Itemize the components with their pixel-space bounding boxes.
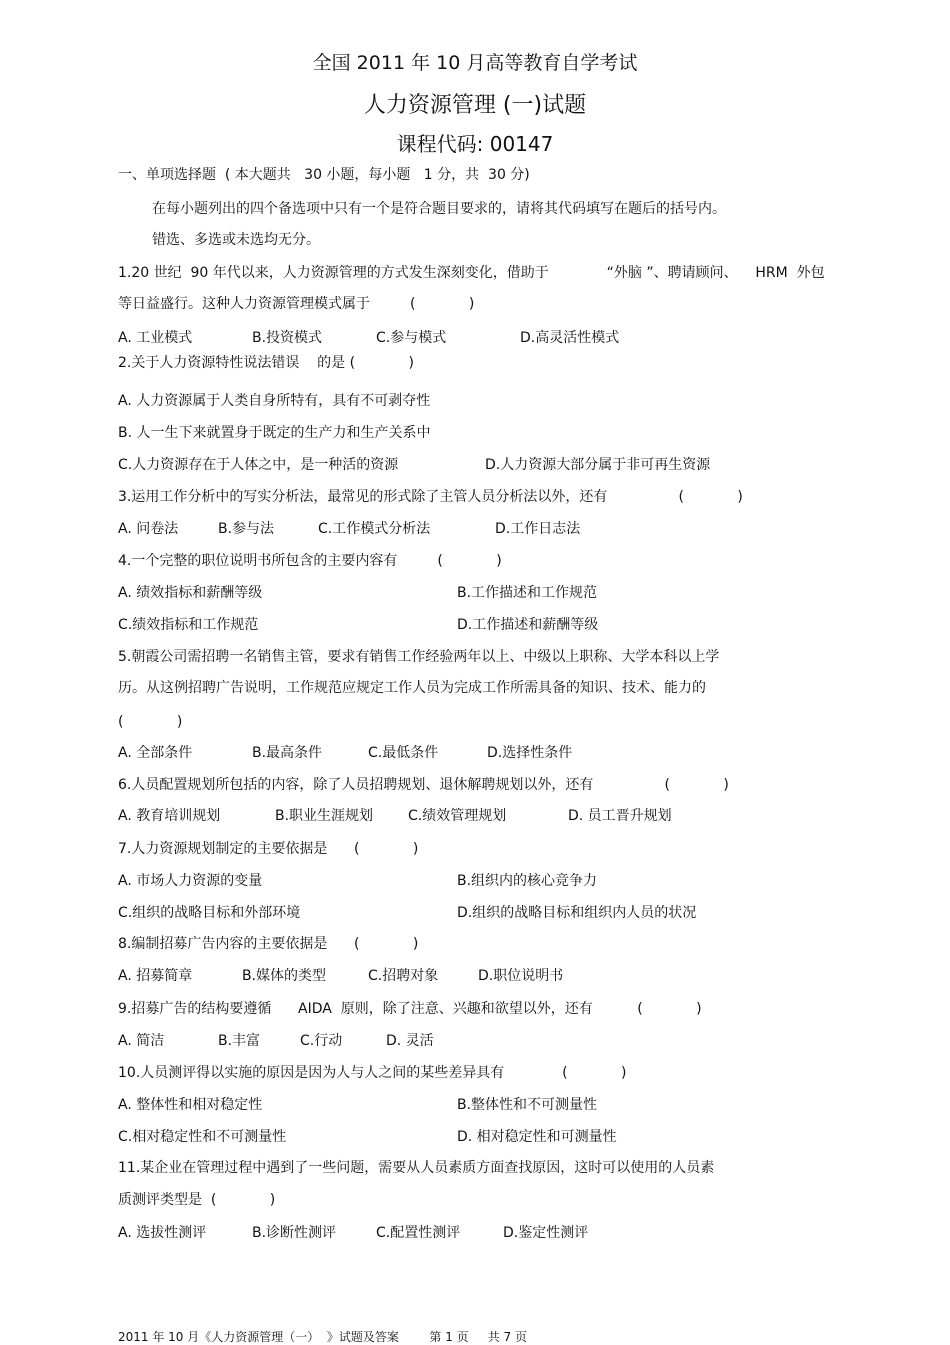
- option: B.投资模式: [252, 330, 323, 346]
- question-text: 4.一个完整的职位说明书所包含的主要内容有 ( ): [118, 553, 502, 569]
- option: D.职位说明书: [478, 968, 564, 984]
- option: D.高灵活性模式: [520, 330, 620, 346]
- option: C.绩效管理规划: [408, 808, 507, 824]
- course-code: 课程代码: 00147: [396, 132, 554, 156]
- option: B.职业生涯规划: [275, 808, 374, 824]
- option: D. 员工晋升规划: [568, 808, 672, 824]
- question-text: 历。从这例招聘广告说明，工作规范应规定工作人员为完成工作所需具备的知识、技术、能力的: [118, 680, 706, 696]
- option: D.人力资源大部分属于非可再生资源: [485, 457, 711, 473]
- option: B.参与法: [218, 521, 275, 537]
- option: D.鉴定性测评: [503, 1225, 589, 1241]
- option: A. 选拔性测评: [118, 1225, 207, 1241]
- question-text: 5.朝霞公司需招聘一名销售主管，要求有销售工作经验两年以上、中级以上职称、大学本科以上学: [118, 649, 720, 665]
- question-text: 等日益盛行。这种人力资源管理模式属于 ( ): [118, 296, 475, 312]
- option: C.行动: [300, 1033, 343, 1049]
- option: C.相对稳定性和不可测量性: [118, 1129, 287, 1145]
- option: B.工作描述和工作规范: [457, 585, 598, 601]
- option: B. 人一生下来就置身于既定的生产力和生产关系中: [118, 425, 431, 441]
- option: C.人力资源存在于人体之中，是一种活的资源: [118, 457, 399, 473]
- section-heading: 一、单项选择题 ( 本大题共 30 小题，每小题 1 分，共 30 分): [118, 167, 530, 183]
- option: D. 灵活: [386, 1033, 434, 1049]
- page-footer: 2011 年 10 月《人力资源管理（一） 》试题及答案 第 1 页 共 7 页: [118, 1330, 527, 1344]
- question-text: 2.关于人力资源特性说法错误 的是 ( ): [118, 355, 414, 371]
- exam-title: 全国 2011 年 10 月高等教育自学考试: [312, 52, 638, 74]
- option: C.工作模式分析法: [318, 521, 431, 537]
- option: C.组织的战略目标和外部环境: [118, 905, 301, 921]
- option: A. 全部条件: [118, 745, 193, 761]
- option: A. 整体性和相对稳定性: [118, 1097, 263, 1113]
- option: C.最低条件: [368, 745, 439, 761]
- option: A. 市场人力资源的变量: [118, 873, 263, 889]
- option: A. 问卷法: [118, 521, 179, 537]
- option: A. 招募简章: [118, 968, 193, 984]
- question-text: 质测评类型是 ( ): [118, 1192, 276, 1208]
- question-text: 8.编制招募广告内容的主要依据是 ( ): [118, 936, 419, 952]
- section-instruction: 错选、多选或未选均无分。: [152, 232, 320, 248]
- option: D.工作日志法: [495, 521, 581, 537]
- option: D. 相对稳定性和可测量性: [457, 1129, 617, 1145]
- option: B.媒体的类型: [242, 968, 327, 984]
- option: A. 简洁: [118, 1033, 165, 1049]
- question-text: 3.运用工作分析中的写实分析法，最常见的形式除了主管人员分析法以外，还有 ( ): [118, 489, 743, 505]
- question-text: 9.招募广告的结构要遵循 AIDA 原则，除了注意、兴趣和欲望以外，还有 ( ): [118, 1001, 702, 1017]
- question-text: 6.人员配置规划所包括的内容，除了人员招聘规划、退休解聘规划以外，还有 ( ): [118, 777, 729, 793]
- question-text: 1.20 世纪 90 年代以来，人力资源管理的方式发生深刻变化，借助于 “外脑 ”、聘请顾问、 HRM 外包: [118, 265, 825, 281]
- option: B.最高条件: [252, 745, 323, 761]
- question-text: 11.某企业在管理过程中遇到了一些问题，需要从人员素质方面查找原因，这时可以使用的人员素: [118, 1160, 715, 1176]
- course-title: 人力资源管理 (一)试题: [363, 93, 587, 118]
- option: A. 工业模式: [118, 330, 193, 346]
- option: B.组织内的核心竞争力: [457, 873, 598, 889]
- option: A. 教育培训规划: [118, 808, 221, 824]
- option: C.绩效指标和工作规范: [118, 617, 259, 633]
- question-text: 10.人员测评得以实施的原因是因为人与人之间的某些差异具有 ( ): [118, 1065, 627, 1081]
- section-instruction: 在每小题列出的四个备选项中只有一个是符合题目要求的，请将其代码填写在题后的括号内。: [152, 201, 726, 217]
- option: D.组织的战略目标和组织内人员的状况: [457, 905, 697, 921]
- option: B.诊断性测评: [252, 1225, 337, 1241]
- option: C.配置性测评: [376, 1225, 461, 1241]
- option: B.整体性和不可测量性: [457, 1097, 598, 1113]
- question-text: ( ): [118, 714, 183, 730]
- option: C.招聘对象: [368, 968, 439, 984]
- option: D.选择性条件: [487, 745, 573, 761]
- option: D.工作描述和薪酬等级: [457, 617, 599, 633]
- option: B.丰富: [218, 1033, 261, 1049]
- option: A. 人力资源属于人类自身所特有，具有不可剥夺性: [118, 393, 431, 409]
- option: C.参与模式: [376, 330, 447, 346]
- question-text: 7.人力资源规划制定的主要依据是 ( ): [118, 841, 419, 857]
- option: A. 绩效指标和薪酬等级: [118, 585, 263, 601]
